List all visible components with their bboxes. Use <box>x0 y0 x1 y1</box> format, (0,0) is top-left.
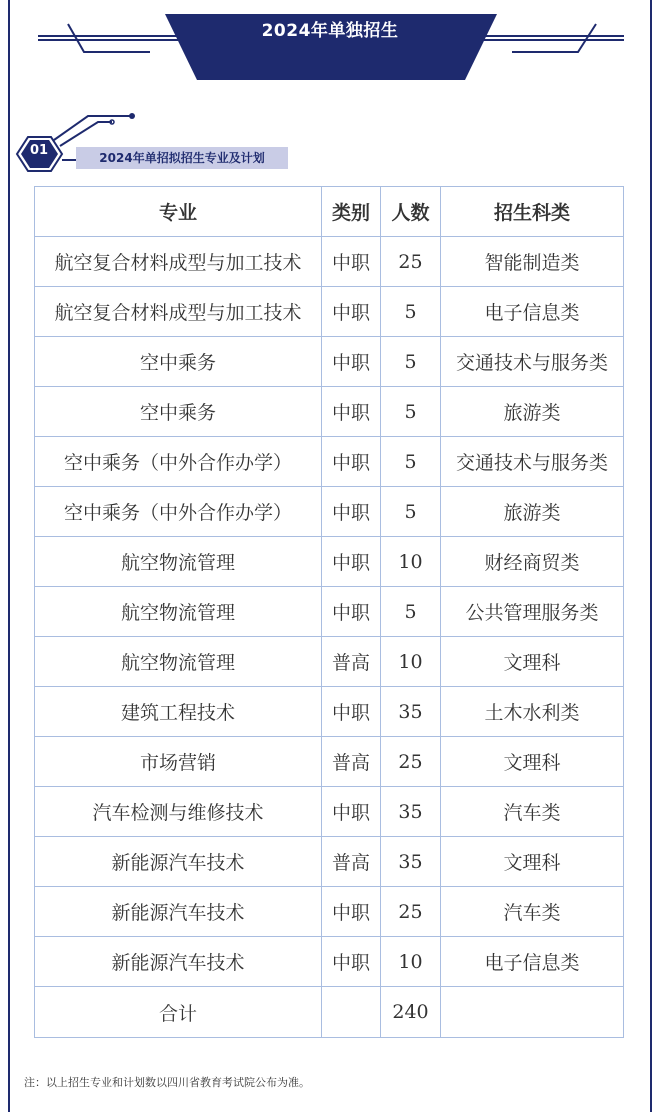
cell-subject-type: 汽车类 <box>441 887 624 937</box>
table-row <box>35 637 624 687</box>
cell-subject-type: 交通技术与服务类 <box>441 337 624 387</box>
cell-subject-type: 汽车类 <box>441 787 624 837</box>
cell-category: 普高 <box>322 737 381 787</box>
cell-count: 5 <box>381 337 441 387</box>
cell-category: 普高 <box>322 837 381 887</box>
cell-major: 航空复合材料成型与加工技术 <box>35 237 322 287</box>
table-row <box>35 537 624 587</box>
cell-major: 建筑工程技术 <box>35 687 322 737</box>
cell-count: 5 <box>381 287 441 337</box>
banner-graphic <box>0 0 662 90</box>
header-subject-type: 招生科类 <box>441 187 624 237</box>
cell-major: 新能源汽车技术 <box>35 887 322 937</box>
cell-major: 汽车检测与维修技术 <box>35 787 322 837</box>
cell-subject-type: 文理科 <box>441 737 624 787</box>
table-header-row <box>35 187 624 237</box>
total-category-empty <box>322 987 381 1038</box>
cell-category: 中职 <box>322 437 381 487</box>
table-row <box>35 237 624 287</box>
cell-category: 中职 <box>322 587 381 637</box>
header-count: 人数 <box>381 187 441 237</box>
cell-subject-type: 文理科 <box>441 637 624 687</box>
table-row <box>35 737 624 787</box>
cell-major: 市场营销 <box>35 737 322 787</box>
cell-category: 中职 <box>322 387 381 437</box>
cell-major: 空中乘务 <box>35 387 322 437</box>
enrollment-plan-table <box>34 186 624 1038</box>
section-number: 01 <box>29 143 49 158</box>
cell-major: 航空物流管理 <box>35 637 322 687</box>
cell-major: 空中乘务（中外合作办学） <box>35 487 322 537</box>
header-category: 类别 <box>322 187 381 237</box>
cell-major: 空中乘务 <box>35 337 322 387</box>
cell-category: 中职 <box>322 287 381 337</box>
cell-major: 航空复合材料成型与加工技术 <box>35 287 322 337</box>
cell-category: 中职 <box>322 237 381 287</box>
total-row <box>35 987 624 1038</box>
cell-category: 中职 <box>322 787 381 837</box>
cell-count: 10 <box>381 937 441 987</box>
cell-subject-type: 土木水利类 <box>441 687 624 737</box>
table-row <box>35 937 624 987</box>
cell-count: 5 <box>381 437 441 487</box>
cell-count: 25 <box>381 237 441 287</box>
cell-subject-type: 智能制造类 <box>441 237 624 287</box>
cell-category: 中职 <box>322 937 381 987</box>
cell-count: 25 <box>381 887 441 937</box>
cell-subject-type: 旅游类 <box>441 487 624 537</box>
total-subject-empty <box>441 987 624 1038</box>
cell-count: 35 <box>381 837 441 887</box>
cell-major: 新能源汽车技术 <box>35 837 322 887</box>
cell-category: 中职 <box>322 887 381 937</box>
header-major: 专业 <box>35 187 322 237</box>
cell-major: 航空物流管理 <box>35 587 322 637</box>
banner-title: 2024年单独招生 <box>261 21 399 41</box>
cell-subject-type: 交通技术与服务类 <box>441 437 624 487</box>
cell-count: 25 <box>381 737 441 787</box>
cell-count: 35 <box>381 687 441 737</box>
total-count: 240 <box>381 987 441 1038</box>
table-row <box>35 887 624 937</box>
cell-subject-type: 电子信息类 <box>441 287 624 337</box>
table-row <box>35 337 624 387</box>
cell-subject-type: 电子信息类 <box>441 937 624 987</box>
total-label: 合计 <box>35 987 322 1038</box>
footnote: 注：以上招生专业和计划数以四川省教育考试院公布为准。 <box>24 1076 310 1089</box>
cell-subject-type: 文理科 <box>441 837 624 887</box>
cell-count: 5 <box>381 587 441 637</box>
cell-count: 10 <box>381 537 441 587</box>
cell-category: 中职 <box>322 337 381 387</box>
table-row <box>35 437 624 487</box>
cell-count: 35 <box>381 787 441 837</box>
table-row <box>35 387 624 437</box>
cell-subject-type: 财经商贸类 <box>441 537 624 587</box>
cell-subject-type: 旅游类 <box>441 387 624 437</box>
table-row <box>35 687 624 737</box>
cell-category: 中职 <box>322 487 381 537</box>
cell-count: 10 <box>381 637 441 687</box>
table-row <box>35 787 624 837</box>
cell-category: 中职 <box>322 687 381 737</box>
cell-count: 5 <box>381 487 441 537</box>
section-title: 2024年单招拟招生专业及计划 <box>76 147 288 169</box>
cell-major: 新能源汽车技术 <box>35 937 322 987</box>
cell-subject-type: 公共管理服务类 <box>441 587 624 637</box>
cell-major: 空中乘务（中外合作办学） <box>35 437 322 487</box>
cell-major: 航空物流管理 <box>35 537 322 587</box>
table-row <box>35 587 624 637</box>
cell-category: 中职 <box>322 537 381 587</box>
table-row <box>35 837 624 887</box>
table-row <box>35 487 624 537</box>
table-row <box>35 287 624 337</box>
cell-category: 普高 <box>322 637 381 687</box>
cell-count: 5 <box>381 387 441 437</box>
